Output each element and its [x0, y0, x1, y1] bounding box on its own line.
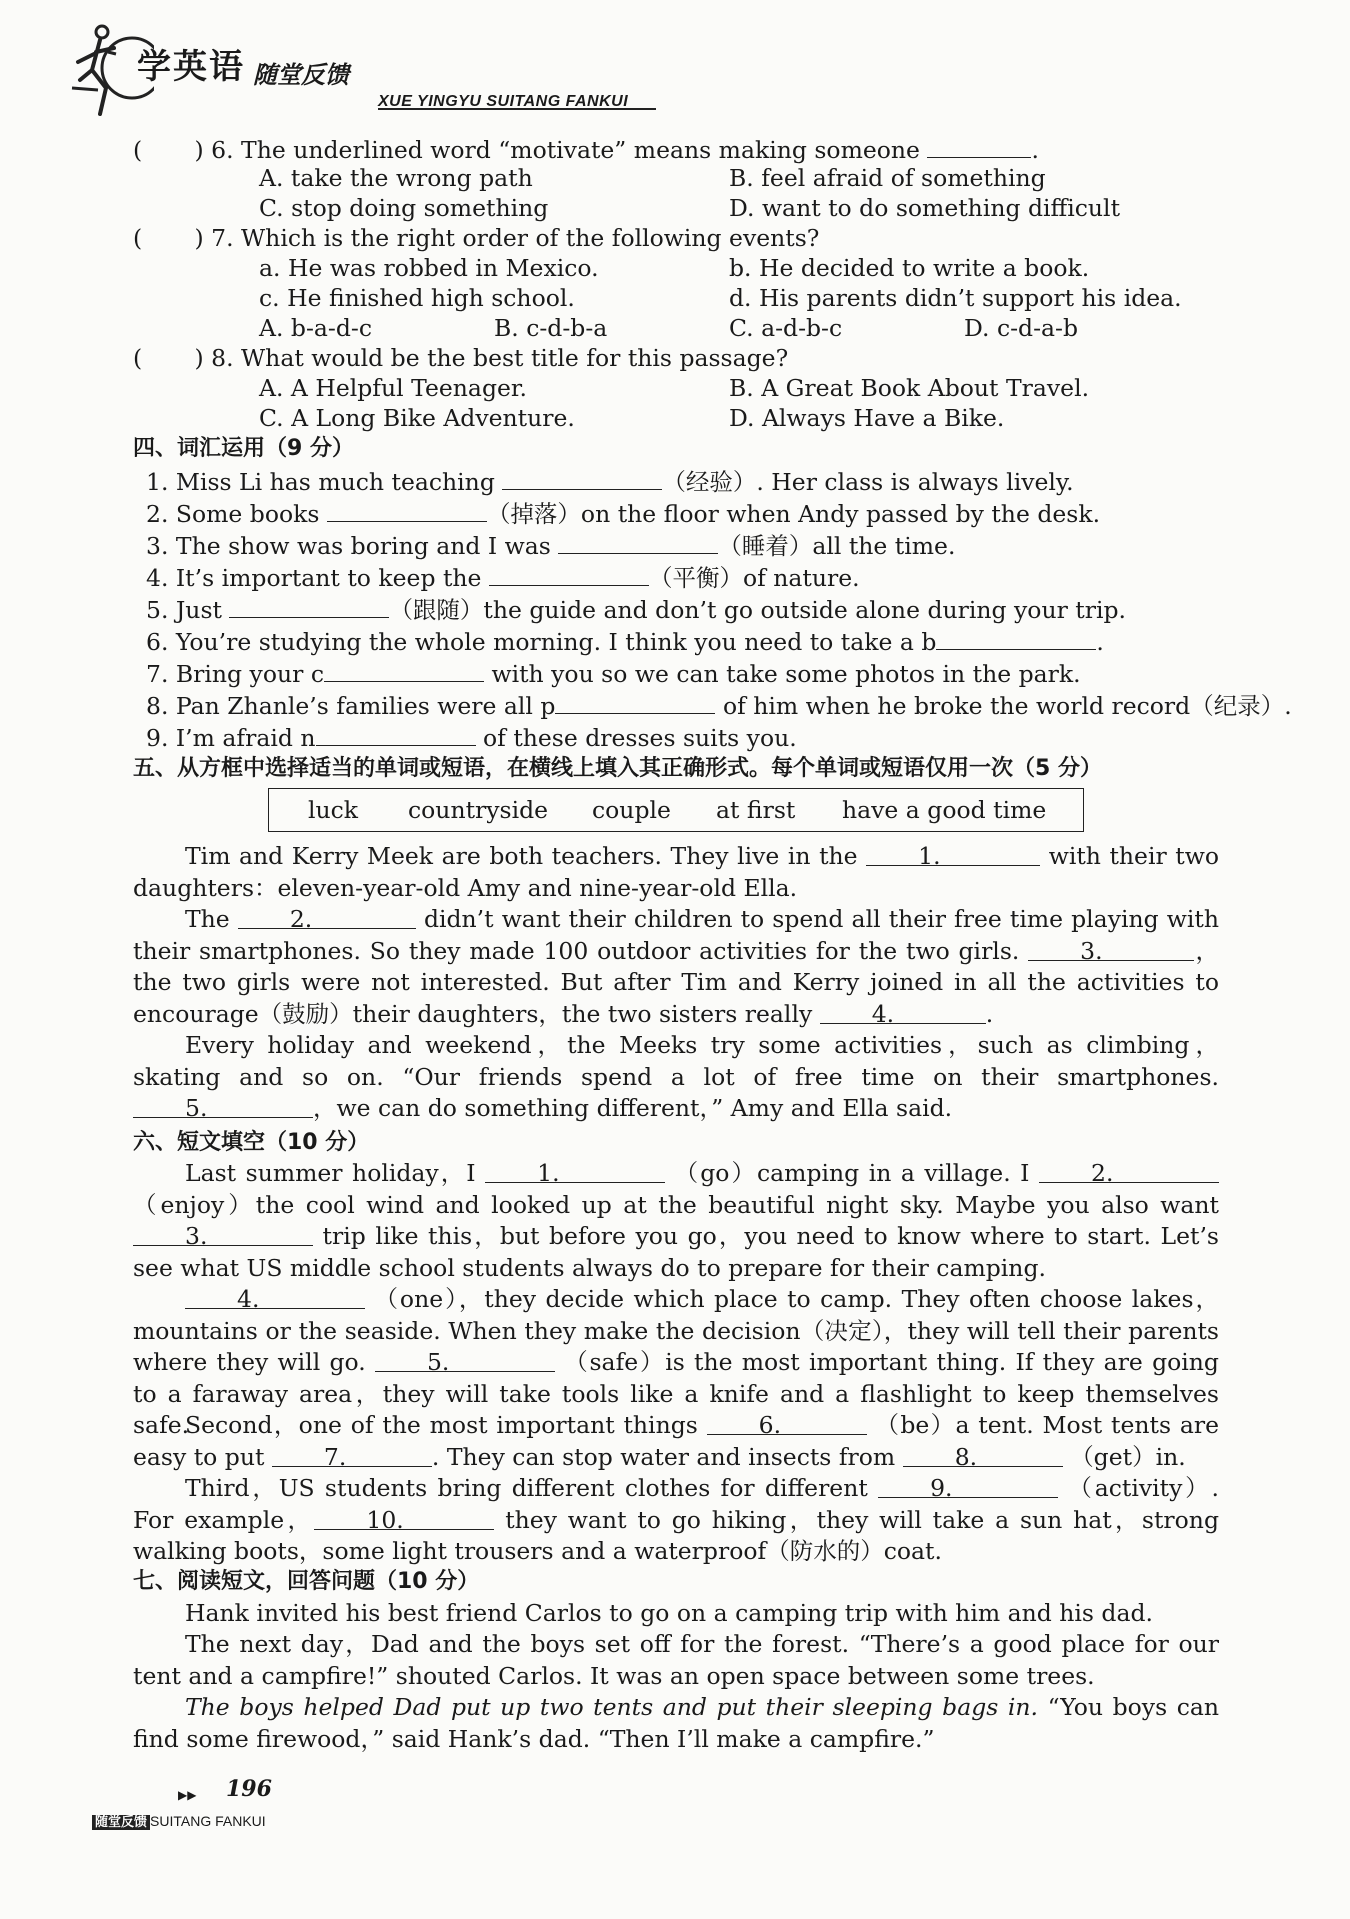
answer-bracket[interactable]: ( )	[133, 224, 204, 252]
passage-6-paragraph-2: 4. （one），they decide which place to camp. They often choose lakes，mountains or the seaside. When they make the decision（决定），they will tell their parents where they will go. 5. （safe）is the most important thing. If they are going to a faraway area，they will take tools like a knife and a flashlight to keep themselves safe.	[133, 1285, 1219, 1439]
mc7-event-a: a. He was robbed in Mexico.	[259, 254, 599, 282]
answer-bracket[interactable]: ( )	[133, 136, 204, 164]
answer-blank[interactable]	[489, 561, 649, 586]
mc-question-8: ( ) 8. What would be the best title for this passage?	[133, 344, 789, 372]
mc8-option-b[interactable]: B. A Great Book About Travel.	[729, 374, 1090, 402]
answer-blank[interactable]	[936, 625, 1096, 650]
mc8-option-d[interactable]: D. Always Have a Bike.	[729, 404, 1005, 432]
word-box-item: at first	[716, 796, 796, 824]
passage-6-paragraph-1: Last summer holiday，I 1. （go）camping in a village. I 2. （enjoy）the cool wind and looked up at the beautiful night sky. Maybe you also want 3. trip like this，but before you go，you need to know where to start. Let’s see what US middle school students always do to prepare for their camping.	[133, 1159, 1219, 1282]
story-paragraph-1: Hank invited his best friend Carlos to go on a camping trip with him and his dad.	[185, 1599, 1153, 1627]
answer-blank-1[interactable]: 1.	[485, 1158, 665, 1183]
mc7-option-c[interactable]: C. a-d-b-c	[729, 314, 843, 342]
mc7-option-b[interactable]: B. c-d-b-a	[494, 314, 608, 342]
mc-question-7: ( ) 7. Which is the right order of the following events?	[133, 224, 820, 252]
mc8-option-a[interactable]: A. A Helpful Teenager.	[259, 374, 528, 402]
page-number: 196	[226, 1776, 272, 1802]
word-box-item: have a good time	[842, 796, 1047, 824]
answer-blank[interactable]	[316, 721, 476, 746]
footer-brand: 随堂反馈 SUITANG FANKUI	[92, 1806, 266, 1839]
answer-blank[interactable]	[555, 689, 715, 714]
word-box-item: countryside	[408, 796, 549, 824]
mc-question-6: ( ) 6. The underlined word “motivate” means making someone .	[133, 133, 1039, 167]
story-paragraph-3: The boys helped Dad put up two tents and put their sleeping bags in. “You boys can find some firewood，” said Hank’s dad. “Then I’ll make a campfire.”	[133, 1693, 1220, 1753]
section-6-title: 六、短文填空（10 分）	[133, 1130, 370, 1155]
story-paragraph-2: The next day，Dad and the boys set off for the forest. “There’s a good place for our tent and a campfire!” shouted Carlos. It was an open space between some trees.	[133, 1630, 1219, 1690]
answer-blank[interactable]	[327, 497, 487, 522]
vocab-item-5: 5. Just （跟随）the guide and don’t go outside alone during your trip.	[146, 593, 1126, 627]
answer-blank[interactable]	[324, 657, 484, 682]
passage-6-paragraph-3: Second，one of the most important things 6. （be）a tent. Most tents are easy to put 7. . They can stop water and insects from 8. （get）in.	[133, 1411, 1219, 1471]
answer-blank-10[interactable]: 10.	[314, 1505, 494, 1530]
answer-blank-3[interactable]: 3.	[133, 1221, 313, 1246]
section-7-title: 七、阅读短文，回答问题（10 分）	[133, 1569, 480, 1594]
header-pinyin: XUE YINGYU SUITANG FANKUI	[378, 93, 629, 110]
answer-blank-4[interactable]: 4.	[185, 1284, 365, 1309]
answer-blank-8[interactable]: 8.	[903, 1442, 1063, 1467]
mc7-option-a[interactable]: A. b-a-d-c	[259, 314, 372, 342]
answer-bracket[interactable]: ( )	[133, 344, 204, 372]
passage-6-paragraph-4: Third，US students bring different clothes for different 9. （activity）. For example， 10. they want to go hiking，they will take a sun hat，strong walking boots，some light trousers and a waterproof（防水的）coat.	[133, 1474, 1219, 1565]
mc7-option-d[interactable]: D. c-d-a-b	[964, 314, 1079, 342]
section-4-title: 四、词汇运用（9 分）	[133, 436, 354, 461]
answer-blank-5[interactable]: 5.	[375, 1347, 555, 1372]
mc7-event-d: d. His parents didn’t support his idea.	[729, 284, 1182, 312]
passage-5-paragraph-2: The 2. didn’t want their children to spend all their free time playing with their smartphones. So they made 100 outdoor activities for the two girls. 3. ，the two girls were not interested. But after Tim and Kerry joined in all the activities to encourage（鼓励）their daughters，the two sisters really 4. .	[133, 905, 1220, 1028]
word-box-item: luck	[308, 796, 359, 824]
answer-blank-6[interactable]: 6.	[707, 1410, 867, 1435]
answer-blank-7[interactable]: 7.	[272, 1442, 432, 1467]
vocab-item-3: 3. The show was boring and I was （睡着）all the time.	[146, 529, 955, 563]
answer-blank-5[interactable]: 5.	[133, 1093, 313, 1118]
answer-blank-2[interactable]: 2.	[238, 904, 416, 929]
mc6-option-b[interactable]: B. feel afraid of something	[729, 164, 1046, 192]
mc6-option-a[interactable]: A. take the wrong path	[259, 164, 533, 192]
answer-blank-2[interactable]: 2.	[1039, 1158, 1219, 1183]
answer-blank[interactable]	[229, 593, 389, 618]
answer-blank[interactable]	[558, 529, 718, 554]
section-5-title: 五、从方框中选择适当的单词或短语，在横线上填入其正确形式。每个单词或短语仅用一次（5 分）	[133, 756, 1102, 781]
mc6-option-d[interactable]: D. want to do something difficult	[729, 194, 1121, 222]
vocab-item-8: 8. Pan Zhanle’s families were all p of him when he broke the world record（纪录）.	[146, 689, 1292, 723]
vocab-item-2: 2. Some books （掉落）on the floor when Andy passed by the desk.	[146, 497, 1100, 531]
answer-blank[interactable]	[927, 133, 1031, 158]
vocab-item-1: 1. Miss Li has much teaching （经验）. Her class is always lively.	[146, 465, 1074, 499]
arrow-icon: ▶▶	[178, 1788, 197, 1802]
answer-blank-9[interactable]: 9.	[878, 1473, 1058, 1498]
vocab-item-9: 9. I’m afraid n of these dresses suits you.	[146, 721, 797, 755]
mc8-option-c[interactable]: C. A Long Bike Adventure.	[259, 404, 575, 432]
answer-blank[interactable]	[502, 465, 662, 490]
header-title: 学英语	[137, 47, 245, 87]
header-subtitle: 随堂反馈	[253, 61, 349, 89]
vocab-item-7: 7. Bring your c with you so we can take some photos in the park.	[146, 657, 1081, 691]
mc7-event-b: b. He decided to write a book.	[729, 254, 1090, 282]
vocab-item-6: 6. You’re studying the whole morning. I think you need to take a b .	[146, 625, 1104, 659]
answer-blank-4[interactable]: 4.	[820, 999, 986, 1024]
mc7-event-c: c. He finished high school.	[259, 284, 575, 312]
header-divider	[378, 108, 656, 110]
passage-5-paragraph-3: Every holiday and weekend，the Meeks try some activities，such as climbing，skating and so on. “Our friends spend a lot of free time on their smartphones. 5. ，we can do something different，” Amy and Ella said.	[133, 1031, 1219, 1122]
answer-blank-1[interactable]: 1.	[866, 841, 1040, 866]
mc6-option-c[interactable]: C. stop doing something	[259, 194, 549, 222]
passage-5-paragraph-1: Tim and Kerry Meek are both teachers. They live in the 1. with their two daughters：eleven-year-old Amy and nine-year-old Ella.	[133, 842, 1219, 902]
word-box-item: couple	[592, 796, 671, 824]
answer-blank-3[interactable]: 3.	[1028, 936, 1194, 961]
vocab-item-4: 4. It’s important to keep the （平衡）of nature.	[146, 561, 860, 595]
